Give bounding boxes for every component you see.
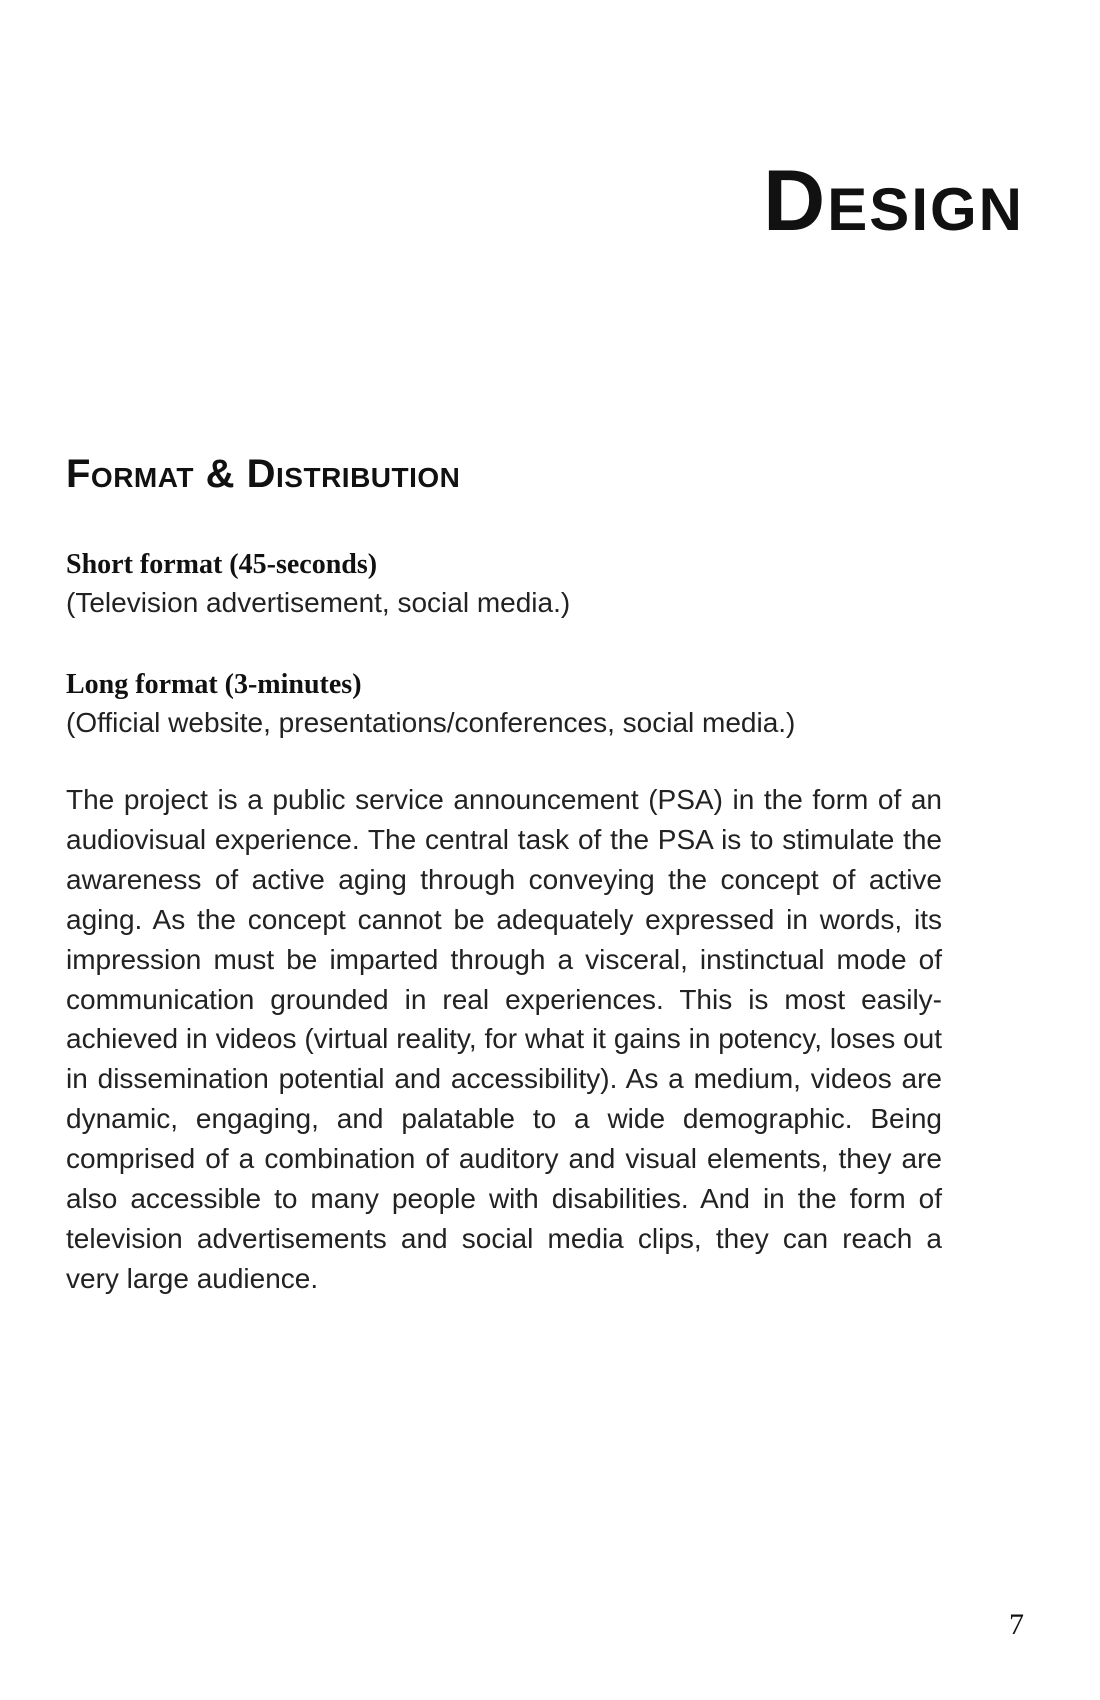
body-paragraph: The project is a public service announcement (PSA) in the form of an audiovisual experience. The central task of the PSA is to stimulate the awareness of active aging through conveying the concept of active aging. As the concept cannot be adequately expressed in words, its impression must be imparted through a visceral, instinctual mode of communication grounded in real experiences. This is most easily-achieved in videos (virtual reality, for what it gains in potency, loses out in dissemination potential and accessibility). As a medium, videos are dynamic, engaging, and palatable to a wide demographic. Being comprised of a combination of auditory and visual elements, they are also accessible to many people with disabilities. And in the form of television advertisements and social media clips, they can reach a very large audience. <box>66 784 942 1294</box>
short-format-block <box>66 546 966 622</box>
section-title: Format & Distribution <box>66 452 461 496</box>
chapter-title: Design <box>763 153 1024 249</box>
long-format-note: (Official website, presentations/conferences, social media.) <box>66 707 796 738</box>
page-number: 7 <box>1009 1608 1024 1641</box>
short-format-label: Short format (45-seconds) <box>66 549 378 580</box>
short-format-note: (Television advertisement, social media.) <box>66 587 571 618</box>
long-format-block <box>66 666 966 742</box>
long-format-label: Long format (3-minutes) <box>66 669 362 700</box>
